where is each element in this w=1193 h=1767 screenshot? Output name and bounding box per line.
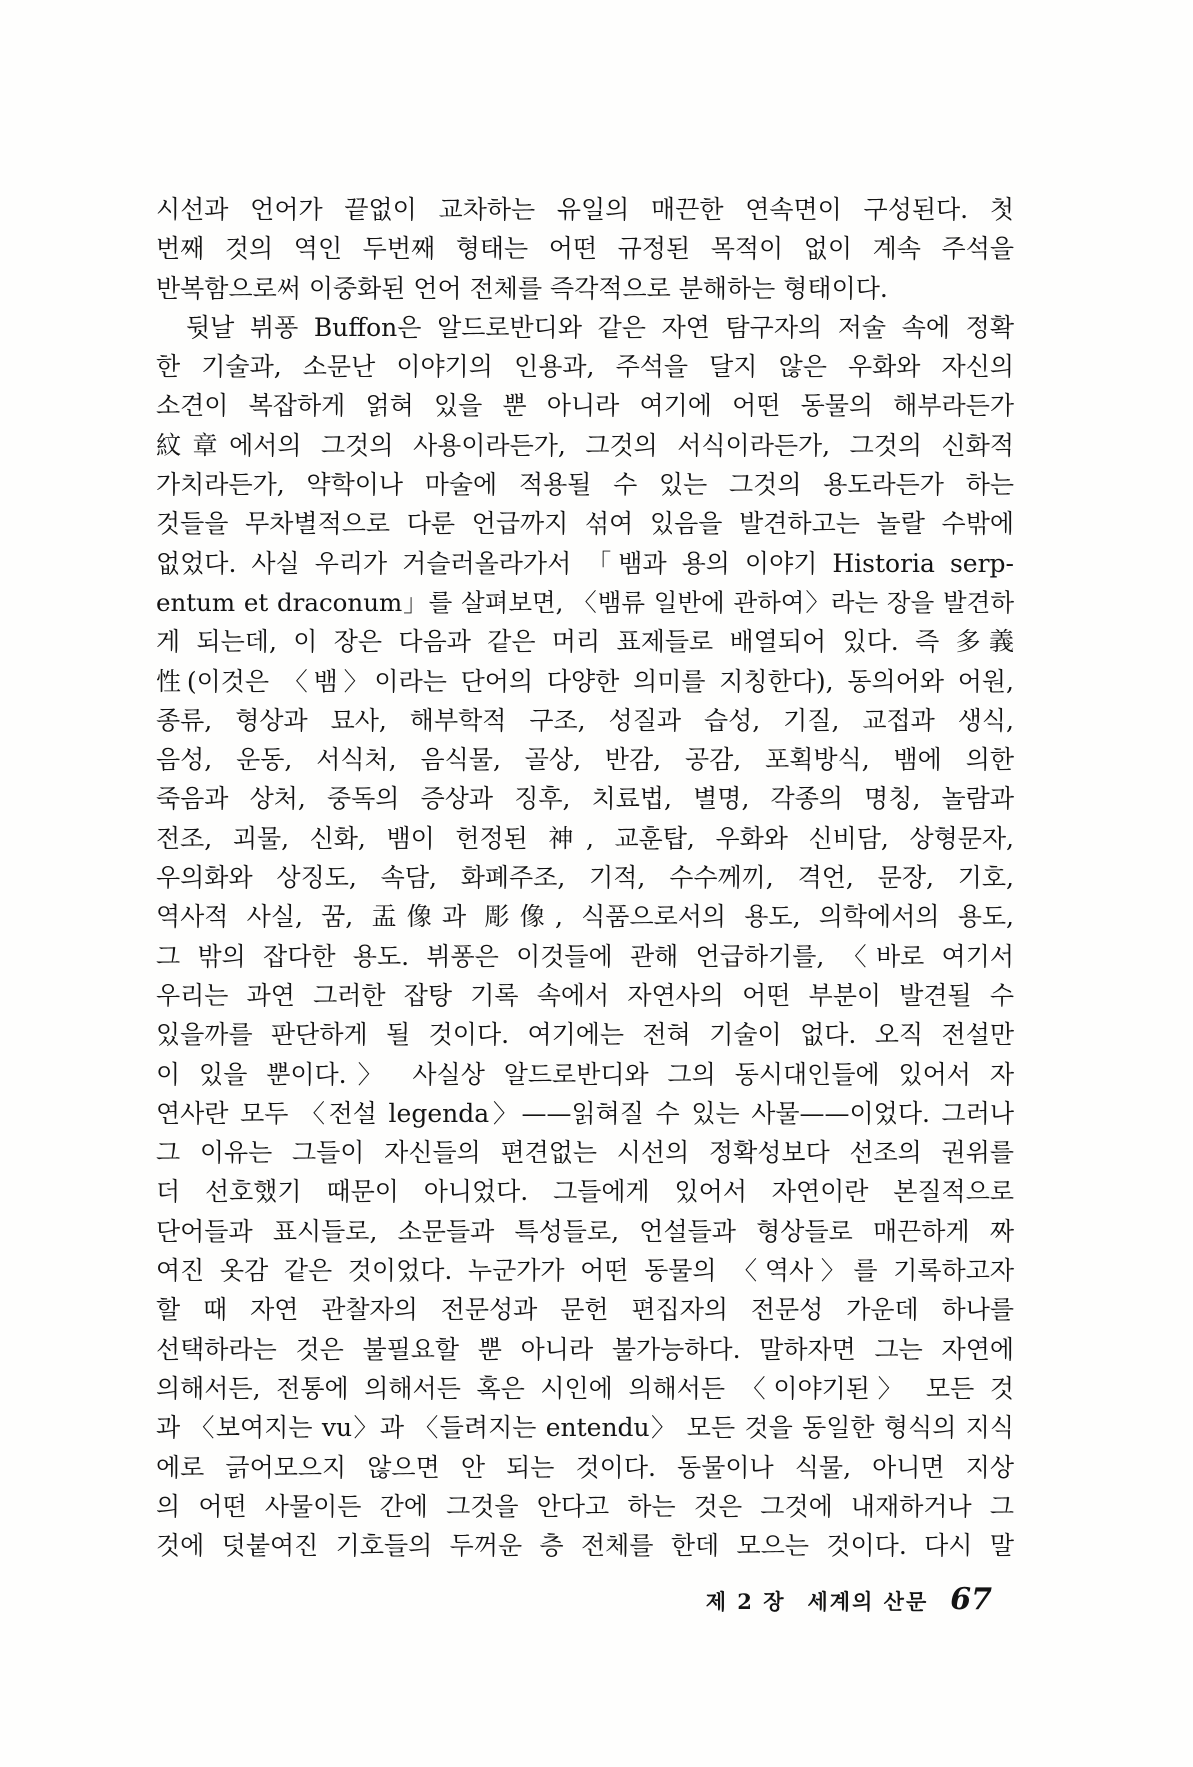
text-line: 단어들과 표시들로, 소문들과 특성들로, 언설들과 형상들로 매끈하게 짜 — [156, 1216, 1014, 1246]
text-line: 그 밖의 잡다한 용도. 뷔퐁은 이것들에 관해 언급하기를, 〈바로 여기서 — [156, 941, 1014, 971]
paragraph — [156, 308, 1014, 1566]
text-line: 우의화와 상징도, 속담, 화폐주조, 기적, 수수께끼, 격언, 문장, 기호, — [156, 863, 1014, 893]
text-line: 에로 긁어모으지 않으면 안 되는 것이다. 동물이나 식물, 아니면 지상 — [156, 1452, 1014, 1482]
running-footer — [690, 1582, 992, 1622]
text-line: entum et draconum」를 살펴보면, 〈뱀류 일반에 관하여〉라는 장을 발견하 — [156, 587, 1014, 617]
text-line: 紋章에서의 그것의 사용이라든가, 그것의 서식이라든가, 그것의 신화적 — [156, 430, 1014, 460]
text-line: 의 어떤 사물이든 간에 그것을 안다고 하는 것은 그것에 내재하거나 그 — [156, 1491, 1014, 1521]
text-line: 것에 덧붙여진 기호들의 두꺼운 층 전체를 한데 모으는 것이다. 다시 말 — [156, 1531, 1014, 1561]
text-line: 의해서든, 전통에 의해서든 혹은 시인에 의해서든 〈이야기된〉 모든 것 — [156, 1373, 1014, 1403]
text-line: 여진 옷감 같은 것이었다. 누군가가 어떤 동물의 〈역사〉를 기록하고자 — [156, 1256, 1014, 1286]
text-line: 한 기술과, 소문난 이야기의 인용과, 주석을 달지 않은 우화와 자신의 — [156, 352, 1014, 382]
chapter-label: 제 2 장 — [705, 1589, 786, 1614]
text-line: 더 선호했기 때문이 아니었다. 그들에게 있어서 자연이란 본질적으로 — [156, 1177, 1014, 1207]
text-line: 시선과 언어가 끝없이 교차하는 유일의 매끈한 연속면이 구성된다. 첫 — [156, 195, 1014, 224]
body-text — [156, 190, 1014, 1565]
text-line: 性(이것은 〈뱀〉이라는 단어의 다양한 의미를 지칭한다), 동의어와 어원, — [156, 666, 1014, 696]
text-line: 우리는 과연 그러한 잡탕 기록 속에서 자연사의 어떤 부분이 발견될 수 — [156, 980, 1014, 1010]
text-line: 이 있을 뿐이다.〉 사실상 알드로반디와 그의 동시대인들에 있어서 자 — [156, 1059, 1014, 1089]
text-line: 번째 것의 역인 두번째 형태는 어떤 규정된 목적이 없이 계속 주석을 — [156, 234, 1014, 264]
text-line: 역사적 사실, 꿈, 盂像과 彫像, 식품으로서의 용도, 의학에서의 용도, — [156, 902, 1014, 932]
page-number: 67 — [950, 1582, 992, 1617]
text-line: 전조, 괴물, 신화, 뱀이 헌정된 神, 교훈탑, 우화와 신비담, 상형문자, — [156, 823, 1014, 853]
text-line: 없었다. 사실 우리가 거슬러올라가서 「뱀과 용의 이야기 Historia serp- — [156, 548, 1014, 578]
text-line: 연사란 모두 〈전설 legenda〉——읽혀질 수 있는 사물——이었다. 그러나 — [156, 1098, 1014, 1128]
chapter-title: 세계의 산문 — [807, 1589, 929, 1614]
text-line: 과 〈보여지는 vu〉과 〈들려지는 entendu〉 모든 것을 동일한 형식의 지식 — [156, 1413, 1014, 1443]
paragraph — [156, 190, 1014, 308]
text-line: 선택하라는 것은 불필요할 뿐 아니라 불가능하다. 말하자면 그는 자연에 — [156, 1334, 1014, 1364]
text-line: 뒷날 뷔퐁 Buffon은 알드로반디와 같은 자연 탐구자의 저술 속에 정확 — [186, 312, 1014, 342]
text-line: 게 되는데, 이 장은 다음과 같은 머리 표제들로 배열되어 있다. 즉 多義 — [156, 627, 1014, 657]
text-line: 죽음과 상처, 중독의 증상과 징후, 치료법, 별명, 각종의 명칭, 놀람과 — [156, 784, 1014, 814]
text-line: 가치라든가, 약학이나 마술에 적용될 수 있는 그것의 용도라든가 하는 — [156, 470, 1014, 500]
text-line: 할 때 자연 관찰자의 전문성과 문헌 편집자의 전문성 가운데 하나를 — [156, 1295, 1014, 1325]
text-line: 소견이 복잡하게 얽혀 있을 뿐 아니라 여기에 어떤 동물의 해부라든가 — [156, 391, 1014, 421]
text-line: 있을까를 판단하게 될 것이다. 여기에는 전혀 기술이 없다. 오직 전설만 — [156, 1020, 1014, 1050]
text-line: 음성, 운동, 서식처, 음식물, 골상, 반감, 공감, 포획방식, 뱀에 의한 — [156, 745, 1014, 775]
text-line: 반복함으로써 이중화된 언어 전체를 즉각적으로 분해하는 형태이다. — [156, 273, 888, 303]
text-line: 그 이유는 그들이 자신들의 편견없는 시선의 정확성보다 선조의 권위를 — [156, 1138, 1014, 1168]
text-line: 것들을 무차별적으로 다룬 언급까지 섞여 있음을 발견하고는 놀랄 수밖에 — [156, 509, 1014, 539]
text-line: 종류, 형상과 묘사, 해부학적 구조, 성질과 습성, 기질, 교접과 생식, — [156, 705, 1014, 735]
